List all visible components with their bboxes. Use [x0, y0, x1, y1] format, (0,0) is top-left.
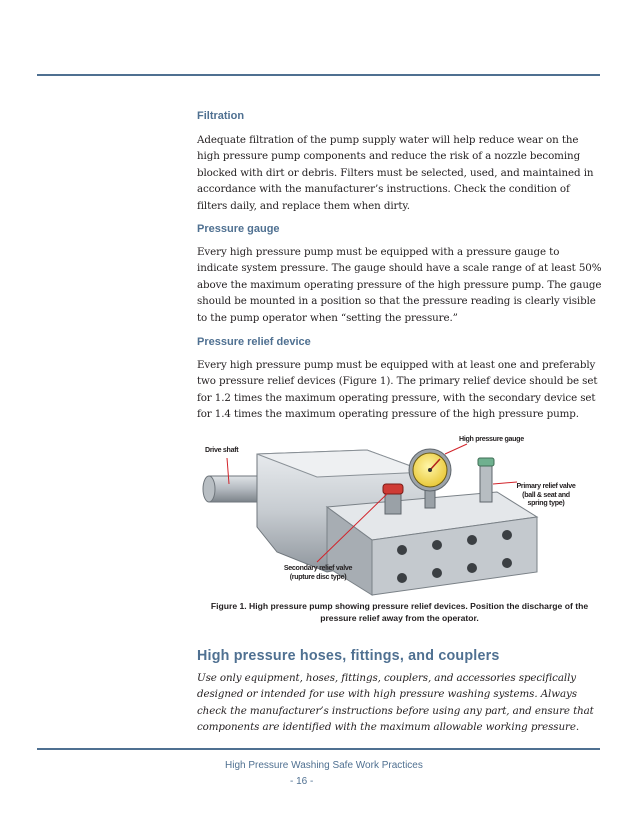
heading-pressure-gauge: Pressure gauge	[197, 223, 280, 235]
bottom-rule	[37, 748, 600, 750]
primary-relief-valve-shape	[478, 458, 494, 502]
heading-filtration: Filtration	[197, 110, 245, 122]
label-secondary-relief-valve: Secondary relief valve (rupture disc type)	[283, 564, 353, 581]
paragraph-pressure-gauge: Every high pressure pump must be equipped with a pressure gauge to indicate system pressure. The gauge should have a scale range of at least 50% above the maximum operating pressure of the high pressure pump. The gauge should be mounted in a position so that the pressure reading is clearly visible to the pump operator when “setting the pressure.”	[197, 246, 602, 324]
label-drive-shaft: Drive shaft	[205, 446, 239, 454]
heading-pressure-relief: Pressure relief device	[197, 336, 311, 348]
pump-illustration	[197, 432, 602, 597]
paragraph-filtration: Adequate filtration of the pump supply water will help reduce wear on the high pressure pump components and reduce the risk of a nozzle becoming blocked with dirt or debris. Filters must be selected, used, and maintained in accordance with the manufacturer’s instructions. Check the condition of filters daily, and replace them when dirty.	[197, 134, 594, 212]
label-high-pressure-gauge: High pressure gauge	[459, 435, 524, 443]
heading-hoses-fittings: High pressure hoses, fittings, and couplers	[197, 648, 500, 664]
figure-caption: Figure 1. High pressure pump showing pressure relief devices. Position the discharge of the pressure relief away from the operator.	[210, 601, 589, 623]
pump-figure	[197, 432, 602, 597]
paragraph-hoses-fittings: Use only equipment, hoses, fittings, couplers, and accessories specifically designed or intended for use with high pressure washing systems. Always check the manufacturer’s instructions before using any part, and ensure that components are identified with the maximum allowable working pressure.	[197, 672, 594, 734]
secondary-relief-valve-shape	[383, 484, 403, 514]
page-number: - 16 -	[290, 776, 314, 787]
paragraph-pressure-relief: Every high pressure pump must be equipped with at least one and preferably two pressure relief devices (Figure 1). The primary relief device should be set for 1.2 times the maximum operating pressure, with the secondary device set for 1.4 times the maximum operating pressure of the high pressure pump.	[197, 359, 598, 421]
top-rule	[37, 74, 600, 76]
footer-title: High Pressure Washing Safe Work Practices	[225, 760, 423, 771]
label-primary-relief-valve: Primary relief valve (ball & seat and spring type)	[516, 482, 576, 508]
